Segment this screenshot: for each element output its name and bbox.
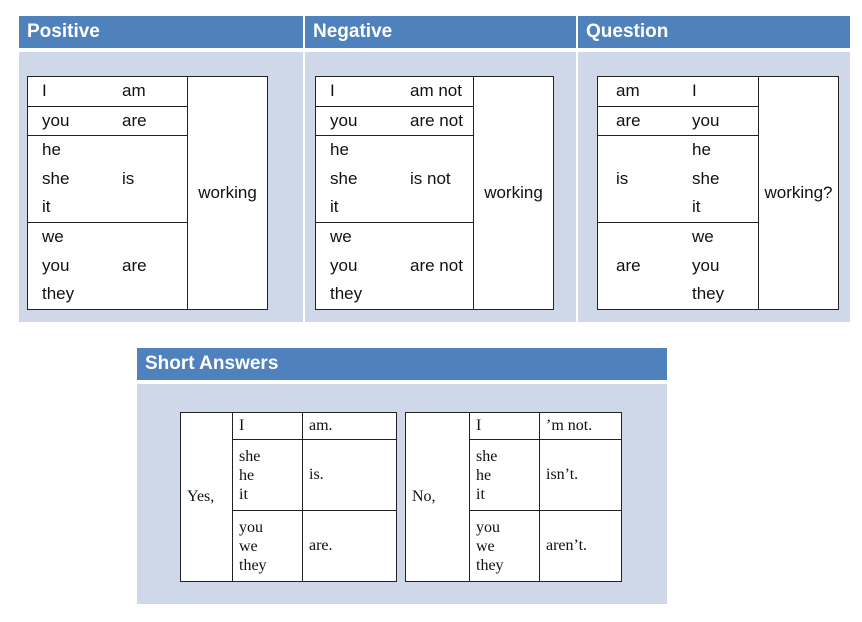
verb: am [616,81,640,101]
positive-row-i [28,77,188,107]
pronoun: you [692,255,720,275]
short-yes-table [180,412,397,582]
pronoun: you [330,110,358,130]
negative-row-i [316,77,474,107]
pronoun: they [692,284,725,303]
pronoun: we [692,227,714,246]
pronoun: it [692,197,701,217]
pronoun: he [42,140,61,160]
pronoun: you [42,255,70,275]
verb: am not [410,81,462,101]
negative-group-third [316,136,474,223]
positive-row-you [28,106,188,136]
verb: are [122,255,147,275]
pronoun: you [692,110,720,130]
verb: isn’t. [540,440,622,511]
verb: is [616,168,629,188]
pronoun: they [239,556,267,574]
question-row-are [598,106,759,136]
question-group-third [598,136,759,223]
short-no-table [405,412,622,582]
verb: are. [303,511,397,582]
negative-row-you [316,106,474,136]
pronoun: he [330,140,349,160]
pronoun: we [330,227,352,246]
question-row-am [598,77,759,107]
main-verb: working? [759,77,839,310]
pronoun: you [476,518,500,536]
positive-group-plural [28,222,188,309]
pronoun: it [330,197,339,217]
pronoun: it [239,485,248,503]
pronoun: we [239,537,258,555]
pronoun: it [476,485,485,503]
no-label: No, [406,413,470,582]
question-table [597,76,839,310]
pronoun: it [42,197,51,217]
main-verb: working [474,77,554,310]
verb: are not [410,255,463,275]
negative-table [315,76,554,310]
short-answers-header: Short Answers [137,348,667,380]
positive-table [27,76,268,310]
pronoun: she [330,168,358,188]
question-group-plural [598,222,759,309]
verb: ’m not. [540,413,622,440]
pronoun: they [476,556,504,574]
pronoun: I [470,413,540,440]
positive-header: Positive [19,16,303,48]
pronoun-group [233,511,303,582]
pronoun-group [233,440,303,511]
pronoun: you [42,110,70,130]
verb: are [616,110,641,130]
pronoun-group [470,440,540,511]
yes-label: Yes, [181,413,233,582]
question-header: Question [578,16,850,48]
pronoun: he [692,140,711,160]
verb: are [616,255,641,275]
pronoun-group [470,511,540,582]
verb: aren’t. [540,511,622,582]
positive-group-third [28,136,188,223]
main-verb: working [188,77,268,310]
pronoun: we [476,537,495,555]
verb: is. [303,440,397,511]
pronoun: we [42,227,64,246]
verb: am [122,81,146,101]
pronoun: she [239,447,261,465]
negative-group-plural [316,222,474,309]
pronoun: she [476,447,498,465]
pronoun: you [239,518,263,536]
pronoun: I [330,81,335,101]
pronoun: I [692,81,697,101]
verb: is [122,168,135,188]
pronoun: he [239,466,255,484]
pronoun: they [42,284,75,303]
negative-header: Negative [305,16,576,48]
pronoun: you [330,255,358,275]
pronoun: I [233,413,303,440]
verb: are [122,110,147,130]
pronoun: they [330,284,363,303]
pronoun: she [42,168,70,188]
pronoun: she [692,168,720,188]
pronoun: I [42,81,47,101]
pronoun: he [476,466,492,484]
verb: am. [303,413,397,440]
verb: are not [410,110,463,130]
verb: is not [410,168,451,188]
